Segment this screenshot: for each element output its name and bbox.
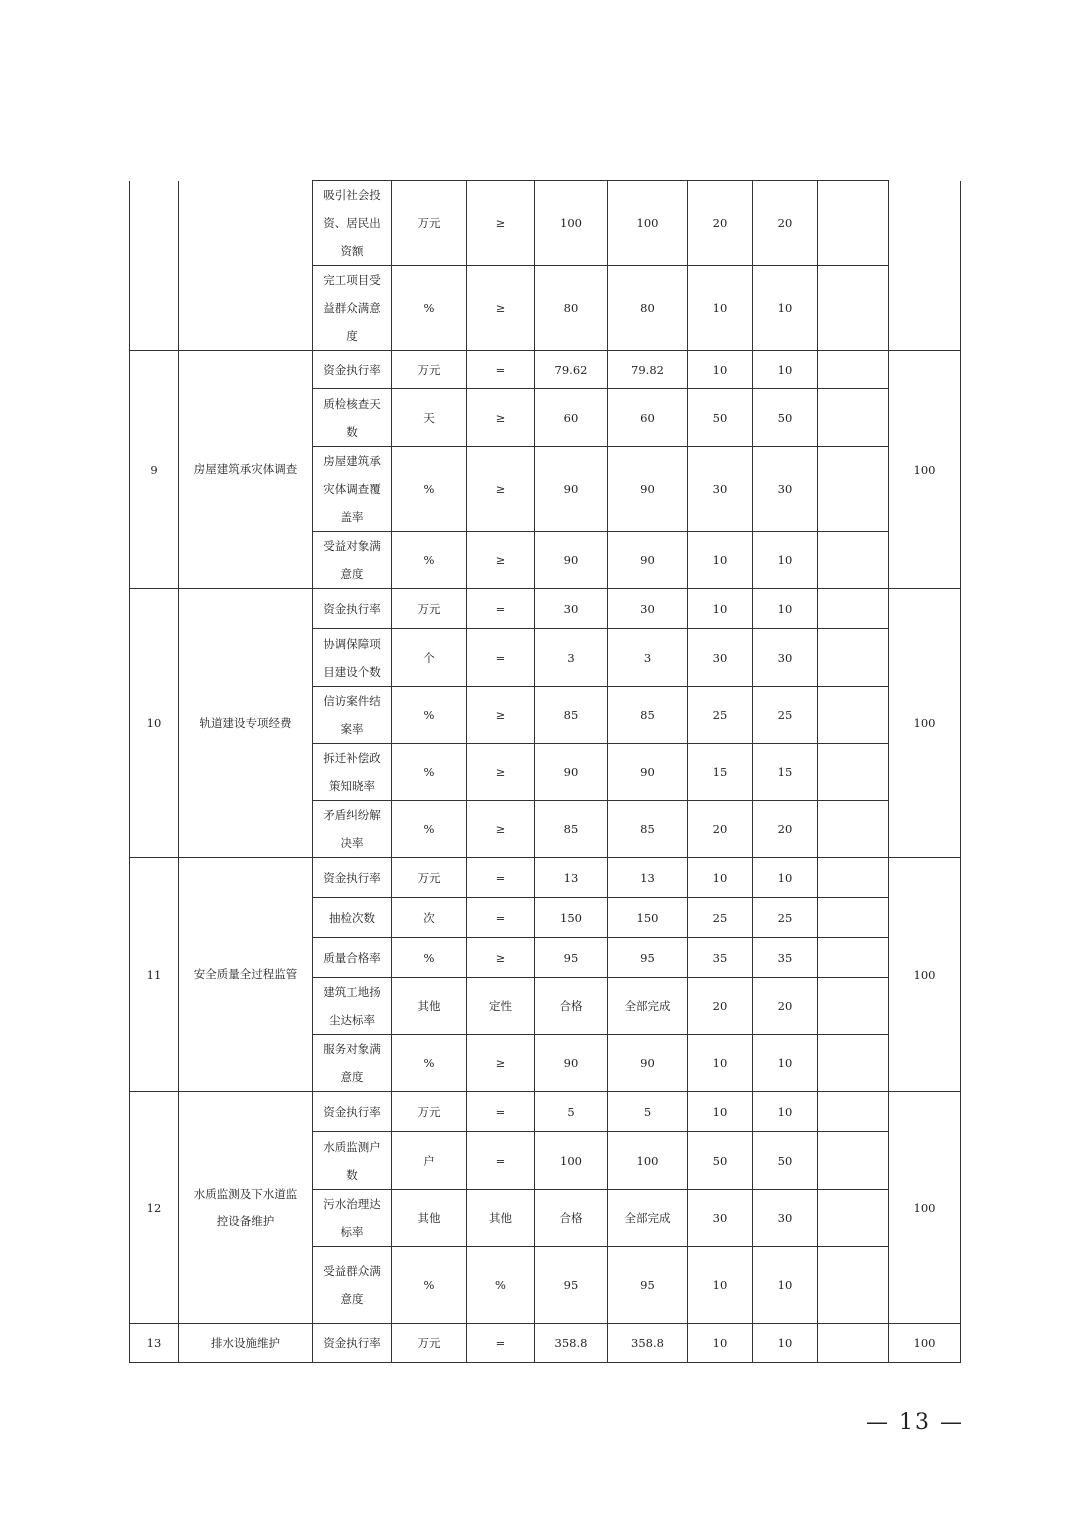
unit-cell: % <box>392 687 467 744</box>
weight-cell: 30 <box>688 1190 753 1247</box>
project-name-cell: 安全质量全过程监管 <box>179 858 313 1092</box>
note-cell <box>818 629 889 687</box>
target-value-cell: 合格 <box>535 978 608 1035</box>
weight-cell: 10 <box>688 1247 753 1324</box>
weight-cell: 10 <box>688 266 753 351</box>
actual-value-cell: 90 <box>608 1035 688 1092</box>
operator-cell: ≥ <box>467 687 535 744</box>
project-score-cell <box>889 181 961 351</box>
actual-value-cell: 90 <box>608 744 688 801</box>
actual-value-cell: 全部完成 <box>608 1190 688 1247</box>
unit-cell: 万元 <box>392 858 467 898</box>
indicator-score-cell: 10 <box>753 858 818 898</box>
indicator-score-cell: 10 <box>753 1092 818 1132</box>
operator-cell: ≥ <box>467 744 535 801</box>
target-value-cell: 30 <box>535 589 608 629</box>
note-cell <box>818 898 889 938</box>
note-cell <box>818 589 889 629</box>
actual-value-cell: 100 <box>608 181 688 266</box>
weight-cell: 10 <box>688 858 753 898</box>
weight-cell: 20 <box>688 801 753 858</box>
weight-cell: 15 <box>688 744 753 801</box>
note-cell <box>818 1190 889 1247</box>
indicator-score-cell: 20 <box>753 801 818 858</box>
weight-cell: 10 <box>688 351 753 389</box>
indicator-cell: 质检核查天数 <box>313 389 392 447</box>
target-value-cell: 100 <box>535 1132 608 1190</box>
actual-value-cell: 85 <box>608 801 688 858</box>
indicator-score-cell: 30 <box>753 1190 818 1247</box>
serial-number-cell: 9 <box>130 351 179 589</box>
note-cell <box>818 266 889 351</box>
indicator-cell: 协调保障项目建设个数 <box>313 629 392 687</box>
weight-cell: 10 <box>688 1092 753 1132</box>
target-value-cell: 79.62 <box>535 351 608 389</box>
weight-cell: 10 <box>688 1324 753 1363</box>
target-value-cell: 5 <box>535 1092 608 1132</box>
indicator-cell: 服务对象满意度 <box>313 1035 392 1092</box>
indicator-cell: 资金执行率 <box>313 1092 392 1132</box>
target-value-cell: 90 <box>535 1035 608 1092</box>
unit-cell: 其他 <box>392 978 467 1035</box>
actual-value-cell: 95 <box>608 1247 688 1324</box>
actual-value-cell: 95 <box>608 938 688 978</box>
actual-value-cell: 80 <box>608 266 688 351</box>
actual-value-cell: 5 <box>608 1092 688 1132</box>
target-value-cell: 95 <box>535 1247 608 1324</box>
indicator-cell: 信访案件结案率 <box>313 687 392 744</box>
unit-cell: 个 <box>392 629 467 687</box>
project-score-cell: 100 <box>889 1324 961 1363</box>
indicator-score-cell: 30 <box>753 629 818 687</box>
note-cell <box>818 1092 889 1132</box>
note-cell <box>818 801 889 858</box>
note-cell <box>818 858 889 898</box>
indicator-cell: 拆迁补偿政策知晓率 <box>313 744 392 801</box>
indicator-cell: 质量合格率 <box>313 938 392 978</box>
note-cell <box>818 744 889 801</box>
unit-cell: 万元 <box>392 589 467 629</box>
weight-cell: 35 <box>688 938 753 978</box>
project-name-cell: 水质监测及下水道监控设备维护 <box>179 1092 313 1324</box>
indicator-cell: 完工项目受益群众满意度 <box>313 266 392 351</box>
note-cell <box>818 978 889 1035</box>
target-value-cell: 90 <box>535 447 608 532</box>
operator-cell: 定性 <box>467 978 535 1035</box>
target-value-cell: 95 <box>535 938 608 978</box>
project-name-cell: 房屋建筑承灾体调查 <box>179 351 313 589</box>
indicator-score-cell: 50 <box>753 1132 818 1190</box>
target-value-cell: 358.8 <box>535 1324 608 1363</box>
unit-cell: % <box>392 1247 467 1324</box>
unit-cell: 万元 <box>392 351 467 389</box>
indicator-cell: 房屋建筑承灾体调查覆盖率 <box>313 447 392 532</box>
table-row <box>130 351 961 389</box>
actual-value-cell: 85 <box>608 687 688 744</box>
operator-cell: ≥ <box>467 181 535 266</box>
indicator-score-cell: 10 <box>753 1324 818 1363</box>
table-row <box>130 1324 961 1363</box>
weight-cell: 30 <box>688 629 753 687</box>
indicator-cell: 资金执行率 <box>313 858 392 898</box>
target-value-cell: 80 <box>535 266 608 351</box>
actual-value-cell: 90 <box>608 447 688 532</box>
serial-number-cell: 12 <box>130 1092 179 1324</box>
indicator-score-cell: 20 <box>753 978 818 1035</box>
indicator-cell: 受益群众满意度 <box>313 1247 392 1324</box>
indicator-score-cell: 10 <box>753 1247 818 1324</box>
project-name-cell <box>179 181 313 351</box>
table-row <box>130 1092 961 1132</box>
project-score-cell: 100 <box>889 1092 961 1324</box>
operator-cell: = <box>467 1092 535 1132</box>
indicator-cell: 资金执行率 <box>313 1324 392 1363</box>
weight-cell: 20 <box>688 181 753 266</box>
operator-cell: = <box>467 898 535 938</box>
indicator-cell: 抽检次数 <box>313 898 392 938</box>
weight-cell: 30 <box>688 447 753 532</box>
target-value-cell: 90 <box>535 532 608 589</box>
indicator-score-cell: 15 <box>753 744 818 801</box>
indicator-score-cell: 30 <box>753 447 818 532</box>
actual-value-cell: 30 <box>608 589 688 629</box>
operator-cell: = <box>467 1132 535 1190</box>
indicator-cell: 资金执行率 <box>313 589 392 629</box>
target-value-cell: 85 <box>535 801 608 858</box>
target-value-cell: 90 <box>535 744 608 801</box>
actual-value-cell: 79.82 <box>608 351 688 389</box>
operator-cell: = <box>467 1324 535 1363</box>
indicator-cell: 资金执行率 <box>313 351 392 389</box>
project-score-cell: 100 <box>889 351 961 589</box>
operator-cell: % <box>467 1247 535 1324</box>
weight-cell: 25 <box>688 898 753 938</box>
note-cell <box>818 532 889 589</box>
unit-cell: 天 <box>392 389 467 447</box>
serial-number-cell: 13 <box>130 1324 179 1363</box>
note-cell <box>818 447 889 532</box>
unit-cell: % <box>392 744 467 801</box>
target-value-cell: 150 <box>535 898 608 938</box>
note-cell <box>818 938 889 978</box>
project-name-cell: 排水设施维护 <box>179 1324 313 1363</box>
serial-number-cell: 10 <box>130 589 179 858</box>
indicator-cell: 建筑工地扬尘达标率 <box>313 978 392 1035</box>
weight-cell: 10 <box>688 1035 753 1092</box>
indicator-cell: 吸引社会投资、居民出资额 <box>313 181 392 266</box>
indicator-score-cell: 10 <box>753 589 818 629</box>
weight-cell: 25 <box>688 687 753 744</box>
target-value-cell: 100 <box>535 181 608 266</box>
actual-value-cell: 3 <box>608 629 688 687</box>
target-value-cell: 13 <box>535 858 608 898</box>
operator-cell: ≥ <box>467 266 535 351</box>
actual-value-cell: 150 <box>608 898 688 938</box>
unit-cell: 万元 <box>392 181 467 266</box>
performance-table <box>129 180 961 1363</box>
unit-cell: % <box>392 801 467 858</box>
note-cell <box>818 389 889 447</box>
weight-cell: 20 <box>688 978 753 1035</box>
serial-number-cell <box>130 181 179 351</box>
unit-cell: 其他 <box>392 1190 467 1247</box>
indicator-cell: 水质监测户数 <box>313 1132 392 1190</box>
indicator-cell: 受益对象满意度 <box>313 532 392 589</box>
indicator-score-cell: 25 <box>753 687 818 744</box>
indicator-score-cell: 20 <box>753 181 818 266</box>
unit-cell: % <box>392 266 467 351</box>
indicator-score-cell: 25 <box>753 898 818 938</box>
project-score-cell: 100 <box>889 589 961 858</box>
weight-cell: 50 <box>688 1132 753 1190</box>
operator-cell: = <box>467 589 535 629</box>
operator-cell: ≥ <box>467 532 535 589</box>
table-row <box>130 589 961 629</box>
unit-cell: % <box>392 938 467 978</box>
operator-cell: ≥ <box>467 447 535 532</box>
weight-cell: 10 <box>688 532 753 589</box>
actual-value-cell: 358.8 <box>608 1324 688 1363</box>
unit-cell: 户 <box>392 1132 467 1190</box>
operator-cell: ≥ <box>467 389 535 447</box>
operator-cell: = <box>467 351 535 389</box>
unit-cell: % <box>392 1035 467 1092</box>
weight-cell: 50 <box>688 389 753 447</box>
indicator-score-cell: 10 <box>753 266 818 351</box>
operator-cell: ≥ <box>467 938 535 978</box>
target-value-cell: 3 <box>535 629 608 687</box>
note-cell <box>818 1132 889 1190</box>
page-number: — 13 — <box>866 1410 964 1435</box>
note-cell <box>818 1324 889 1363</box>
serial-number-cell: 11 <box>130 858 179 1092</box>
indicator-cell: 污水治理达标率 <box>313 1190 392 1247</box>
indicator-cell: 矛盾纠纷解决率 <box>313 801 392 858</box>
actual-value-cell: 90 <box>608 532 688 589</box>
indicator-score-cell: 10 <box>753 1035 818 1092</box>
operator-cell: = <box>467 629 535 687</box>
note-cell <box>818 1247 889 1324</box>
actual-value-cell: 60 <box>608 389 688 447</box>
indicator-score-cell: 10 <box>753 351 818 389</box>
unit-cell: 次 <box>392 898 467 938</box>
target-value-cell: 85 <box>535 687 608 744</box>
note-cell <box>818 351 889 389</box>
weight-cell: 10 <box>688 589 753 629</box>
target-value-cell: 合格 <box>535 1190 608 1247</box>
note-cell <box>818 181 889 266</box>
target-value-cell: 60 <box>535 389 608 447</box>
unit-cell: % <box>392 447 467 532</box>
note-cell <box>818 687 889 744</box>
note-cell <box>818 1035 889 1092</box>
actual-value-cell: 13 <box>608 858 688 898</box>
table-row <box>130 181 961 266</box>
project-name-cell: 轨道建设专项经费 <box>179 589 313 858</box>
operator-cell: 其他 <box>467 1190 535 1247</box>
operator-cell: ≥ <box>467 801 535 858</box>
operator-cell: ≥ <box>467 1035 535 1092</box>
unit-cell: % <box>392 532 467 589</box>
indicator-score-cell: 50 <box>753 389 818 447</box>
unit-cell: 万元 <box>392 1324 467 1363</box>
indicator-score-cell: 10 <box>753 532 818 589</box>
indicator-score-cell: 35 <box>753 938 818 978</box>
actual-value-cell: 100 <box>608 1132 688 1190</box>
project-score-cell: 100 <box>889 858 961 1092</box>
table-row <box>130 858 961 898</box>
unit-cell: 万元 <box>392 1092 467 1132</box>
operator-cell: = <box>467 858 535 898</box>
actual-value-cell: 全部完成 <box>608 978 688 1035</box>
